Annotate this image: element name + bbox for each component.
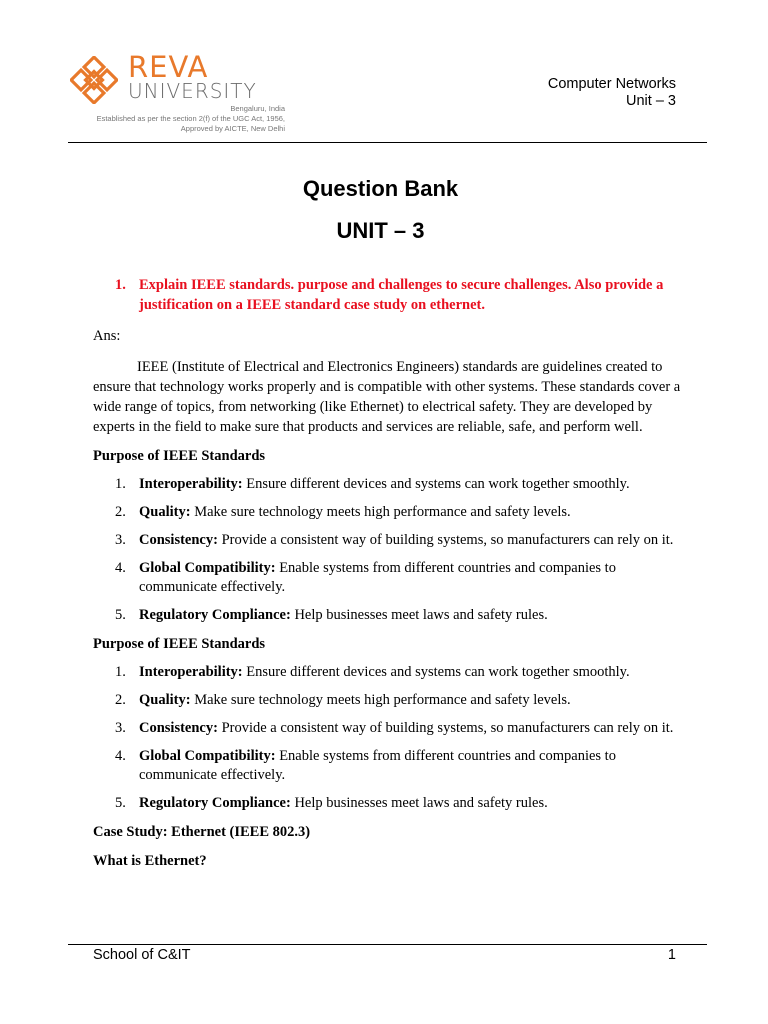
reva-logo-icon (70, 56, 118, 104)
list-item: 2. Quality: Make sure technology meets high performance and safety levels. (115, 504, 571, 520)
intro-paragraph: IEEE (Institute of Electrical and Electronics Engineers) standards are guidelines created to ensure that technology works properly and is compatible with other systems. These standards cover a wide range of topics, from networking (like Ethernet) to electrical safety. They are developed by experts in the field to make sure that products and services are reliable, safe, and perform well. (93, 359, 681, 435)
list-item: 3. Consistency: Provide a consistent way of building systems, so manufacturers can rely on it. (115, 720, 674, 736)
page-subtitle: UNIT – 3 (336, 218, 425, 243)
logo-location: Bengaluru, India (230, 104, 285, 113)
question-number: 1. (115, 277, 126, 293)
unit-label: Unit – 3 (626, 93, 676, 109)
list-item: 1. Interoperability: Ensure different devices and systems can work together smoothly. (115, 664, 630, 680)
purpose-list (93, 475, 683, 625)
course-name: Computer Networks (547, 76, 676, 92)
document-body (93, 176, 683, 871)
logo-approved: Approved by AICTE, New Delhi (180, 124, 285, 133)
logo-brand: REVA (128, 50, 209, 84)
list-item: 1. Interoperability: Ensure different devices and systems can work together smoothly. (115, 476, 630, 492)
case-study-heading: Case Study: Ethernet (IEEE 802.3) (93, 824, 311, 840)
purpose-list (93, 663, 683, 813)
what-is-ethernet-heading: What is Ethernet? (93, 853, 207, 869)
list-item: 5. Regulatory Compliance: Help businesses meet laws and safety rules. (115, 795, 548, 811)
footer-school: School of C&IT (93, 947, 191, 963)
footer-rule (68, 944, 707, 945)
question-text: Explain IEEE standards. purpose and challenges to secure challenges. Also provide a justification on a IEEE standard case study on ethernet. (139, 277, 664, 313)
page-number: 1 (667, 947, 676, 963)
page-header (0, 0, 768, 143)
list-item: 4. Global Compatibility: Enable systems from different countries and companies to communicate effectively. (115, 560, 616, 595)
list-item: 4. Global Compatibility: Enable systems from different countries and companies to communicate effectively. (115, 748, 616, 783)
header-rule (68, 142, 707, 143)
list-item: 3. Consistency: Provide a consistent way of building systems, so manufacturers can rely on it. (115, 532, 674, 548)
answer-label: Ans: (93, 328, 121, 344)
logo-established: Established as per the section 2(f) of the UGC Act, 1956, (96, 114, 285, 123)
section-heading: Purpose of IEEE Standards (93, 636, 266, 652)
section-heading: Purpose of IEEE Standards (93, 448, 266, 464)
list-item: 5. Regulatory Compliance: Help businesses meet laws and safety rules. (115, 607, 548, 623)
question-1 (93, 275, 683, 315)
list-item: 2. Quality: Make sure technology meets high performance and safety levels. (115, 692, 571, 708)
logo-name: UNIVERSITY (128, 79, 257, 103)
page-title: Question Bank (302, 176, 459, 201)
